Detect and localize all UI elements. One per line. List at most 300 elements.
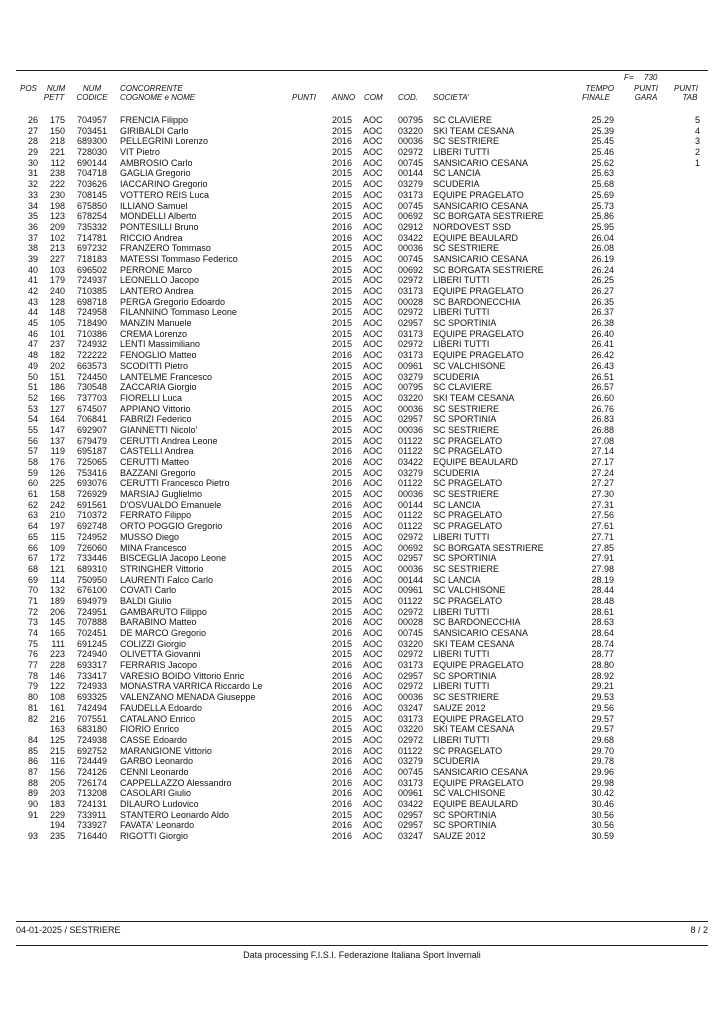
col-num-pett-2: PETT [43,93,65,102]
col-tempo-2: FINALE [581,93,610,102]
table-row [0,158,724,169]
row-position: 91 [27,809,38,820]
results-table [0,115,724,842]
row-athlete-name: LANTELME Francesco [120,371,213,382]
table-row [0,585,724,596]
row-club-name: SKI TEAM CESANA [433,638,515,649]
row-club-code: 02957 [398,670,424,681]
row-committee: AOC [363,350,383,361]
row-athlete-name: MATESSI Tommaso Federico [120,253,238,264]
row-final-time: 28.74 [591,638,614,649]
table-row [0,543,724,554]
table-row [0,553,724,564]
header-top-rule [16,70,708,71]
row-position: 32 [27,179,38,190]
col-punti-gara-2: GARA [634,93,658,102]
row-birth-year: 2015 [332,414,353,425]
row-athlete-code: 692752 [77,745,108,756]
row-birth-year: 2015 [332,713,353,724]
row-club-name: SAUZE 2012 [433,831,486,842]
row-final-time: 27.56 [591,510,614,521]
row-athlete-code: 693325 [77,692,108,703]
row-bib-number: 197 [49,521,65,532]
row-birth-year: 2015 [332,286,353,296]
row-committee: AOC [363,275,383,286]
row-athlete-name: LANTERO Andrea [120,286,194,296]
row-birth-year: 2015 [332,243,353,254]
table-row [0,746,724,757]
col-cod: COD. [398,93,418,102]
row-position: 76 [27,649,38,660]
row-athlete-name: CERUTTI Matteo [120,457,190,467]
row-athlete-name: VOTTERO REIS Luca [120,189,210,200]
row-birth-year: 2016 [332,670,353,681]
row-club-code: 00036 [398,489,424,500]
row-position: 27 [27,125,38,136]
row-athlete-name: CERUTTI Francesco Pietro [120,478,230,489]
row-athlete-code: 726174 [77,777,108,788]
row-position: 75 [27,638,38,649]
row-committee: AOC [363,446,383,457]
row-bib-number: 176 [49,457,65,467]
row-bib-number: 147 [49,424,65,435]
row-position: 54 [27,414,38,425]
row-club-name: SC SESTRIERE [433,489,500,500]
row-athlete-name: ZACCARIA Giorgio [120,382,197,393]
table-row [0,735,724,746]
row-position: 29 [27,147,38,158]
row-birth-year: 2016 [332,831,353,842]
table-row [0,436,724,447]
row-club-code: 00745 [398,200,424,211]
row-position: 57 [27,446,38,457]
row-athlete-name: SCODITTI Pietro [120,360,189,371]
row-bib-number: 121 [49,563,65,574]
row-final-time: 26.37 [591,307,614,318]
row-table-points: 5 [694,115,700,125]
row-club-code: 03422 [398,457,424,467]
table-row [0,500,724,511]
row-committee: AOC [363,670,383,681]
row-club-name: SANSICARIO CESANA [433,253,529,264]
row-athlete-name: IACCARINO Gregorio [120,179,208,190]
row-club-code: 02972 [398,681,424,692]
row-club-name: EQUIPE PRAGELATO [433,777,524,788]
row-table-points: 4 [694,125,700,136]
row-club-name: SC PRAGELATO [433,521,503,532]
row-bib-number: 230 [49,189,65,200]
row-committee: AOC [363,820,383,831]
row-bib-number: 210 [49,510,65,521]
row-position: 38 [27,243,38,254]
row-athlete-name: ORTO POGGIO Gregorio [120,521,223,532]
row-athlete-name: GIRIBALDI Carlo [120,125,189,136]
row-final-time: 26.60 [591,392,614,403]
row-committee: AOC [363,467,383,478]
row-committee: AOC [363,724,383,735]
row-birth-year: 2015 [332,371,353,382]
row-committee: AOC [363,318,383,329]
row-athlete-name: CENNI Leonardo [120,766,189,777]
table-row [0,414,724,425]
row-athlete-name: AMBROSIO Carlo [120,157,193,168]
row-athlete-code: 708145 [77,189,108,200]
table-row [0,382,724,393]
row-club-name: SC PRAGELATO [433,595,503,606]
row-athlete-code: 750950 [77,574,108,585]
row-position: 80 [27,692,38,703]
row-committee: AOC [363,200,383,211]
row-club-code: 03279 [398,179,424,190]
row-committee: AOC [363,424,383,435]
row-bib-number: 145 [49,617,65,628]
footer-top-rule [16,921,708,922]
row-final-time: 25.73 [591,200,614,211]
row-club-code: 00692 [398,264,424,275]
row-club-code: 02972 [398,275,424,286]
col-num-cod-2: CODICE [76,93,108,102]
row-bib-number: 158 [49,489,65,500]
row-position: 88 [27,777,38,788]
row-club-name: SC SPORTINIA [433,670,497,681]
row-birth-year: 2015 [332,115,353,125]
row-club-name: EQUIPE PRAGELATO [433,713,524,724]
row-club-name: SC SPORTINIA [433,553,497,564]
row-final-time: 28.63 [591,617,614,628]
row-athlete-code: 694979 [77,595,108,606]
table-row [0,788,724,799]
row-birth-year: 2015 [332,328,353,339]
row-bib-number: 166 [49,392,65,403]
row-committee: AOC [363,414,383,425]
row-final-time: 26.08 [591,243,614,254]
row-athlete-name: FENOGLIO Matteo [120,350,197,361]
row-birth-year: 2015 [332,585,353,596]
row-committee: AOC [363,521,383,532]
row-committee: AOC [363,243,383,254]
row-bib-number: 218 [49,136,65,147]
row-athlete-name: PERGA Gregorio Edoardo [120,296,226,307]
row-final-time: 27.27 [591,478,614,489]
row-club-code: 00036 [398,692,424,703]
row-club-name: NORDOVEST SSD [433,221,511,232]
row-position: 55 [27,424,38,435]
row-committee: AOC [363,392,383,403]
row-final-time: 27.31 [591,499,614,510]
table-row [0,201,724,212]
row-position: 82 [27,713,38,724]
row-club-code: 00144 [398,574,424,585]
row-club-name: SCUDERIA [433,756,480,767]
table-row [0,810,724,821]
row-athlete-code: 724126 [77,766,108,777]
row-final-time: 25.95 [591,221,614,232]
row-club-name: SC SPORTINIA [433,414,497,425]
row-athlete-code: 728030 [77,147,108,158]
row-athlete-code: 726060 [77,542,108,553]
row-club-name: SC LANCIA [433,574,481,585]
table-row [0,607,724,618]
row-committee: AOC [363,702,383,713]
row-bib-number: 108 [49,692,65,703]
row-club-name: SC VALCHISONE [433,585,506,596]
row-athlete-name: COLIZZI Giorgio [120,638,187,649]
row-bib-number: 112 [50,157,65,168]
row-birth-year: 2015 [332,809,353,820]
row-birth-year: 2015 [332,638,353,649]
row-bib-number: 242 [49,499,65,510]
table-row [0,660,724,671]
row-athlete-name: VIT Pietro [120,147,160,158]
row-final-time: 29.98 [591,777,614,788]
row-bib-number: 205 [49,777,65,788]
row-position: 59 [27,467,38,478]
row-position: 58 [27,457,38,467]
row-final-time: 26.04 [591,232,614,243]
row-committee: AOC [363,168,383,179]
row-club-name: SC BORGATA SESTRIERE [433,264,544,275]
row-final-time: 28.19 [591,574,614,585]
row-club-code: 02972 [398,531,424,542]
row-birth-year: 2015 [332,467,353,478]
row-birth-year: 2016 [332,232,353,243]
row-committee: AOC [363,617,383,628]
row-club-name: SANSICARIO CESANA [433,628,529,638]
row-club-name: SC VALCHISONE [433,788,506,799]
row-athlete-name: CATALANO Enrico [120,713,196,724]
row-athlete-name: CASOLARI Giulio [120,788,192,799]
row-committee: AOC [363,339,383,350]
row-athlete-name: VARESIO BOIDO Vittorio Enric [120,670,245,681]
row-club-code: 03173 [398,286,424,296]
row-club-name: EQUIPE PRAGELATO [433,350,524,361]
row-position: 30 [27,157,38,168]
row-committee: AOC [363,435,383,446]
row-position: 33 [27,189,38,200]
row-club-code: 02972 [398,734,424,745]
col-punti-tab-1: PUNTI [674,84,698,93]
row-position: 71 [27,595,38,606]
row-final-time: 26.35 [591,296,614,307]
table-row [0,136,724,147]
row-club-code: 02972 [398,147,424,158]
row-club-name: LIBERI TUTTI [433,339,490,350]
row-club-code: 01122 [398,435,423,446]
col-tempo-1: TEMPO [585,84,614,93]
row-position: 26 [27,115,38,125]
row-position: 28 [27,136,38,147]
row-club-code: 00795 [398,382,424,393]
row-committee: AOC [363,788,383,799]
table-row [0,350,724,361]
row-club-name: LIBERI TUTTI [433,649,490,660]
row-athlete-code: 710372 [77,510,108,521]
row-bib-number: 172 [49,553,65,564]
row-bib-number: 194 [49,820,65,831]
row-club-name: SC PRAGELATO [433,745,503,756]
row-final-time: 26.42 [591,350,614,361]
table-row [0,756,724,767]
row-position: 74 [27,628,38,638]
col-num-cod-1: NUM [82,84,102,93]
row-athlete-name: LAURENTI Falco Carlo [120,574,214,585]
row-birth-year: 2015 [332,392,353,403]
row-final-time: 30.42 [591,788,614,799]
row-club-code: 03173 [398,350,424,361]
row-position: 87 [27,766,38,777]
row-bib-number: 103 [49,264,65,275]
row-final-time: 25.29 [591,115,614,125]
row-birth-year: 2015 [332,489,353,500]
row-bib-number: 221 [49,147,65,158]
row-athlete-code: 663573 [77,360,108,371]
table-row [0,457,724,468]
row-final-time: 27.61 [591,521,614,532]
row-athlete-name: MARSIAJ Guglielmo [120,489,203,500]
row-athlete-code: 689310 [77,563,108,574]
row-club-code: 00961 [398,585,424,596]
row-position: 67 [27,553,38,564]
row-final-time: 28.61 [591,606,614,617]
row-position: 44 [27,307,38,318]
row-athlete-code: 679479 [77,435,108,446]
row-committee: AOC [363,286,383,296]
row-birth-year: 2016 [332,777,353,788]
row-position: 89 [27,788,38,799]
row-position: 79 [27,681,38,692]
row-bib-number: 227 [49,253,65,264]
row-final-time: 26.76 [591,403,614,414]
row-athlete-code: 735332 [77,221,108,232]
row-position: 66 [27,542,38,553]
row-committee: AOC [363,756,383,767]
row-committee: AOC [363,595,383,606]
row-final-time: 26.27 [591,286,614,296]
row-birth-year: 2015 [332,724,353,735]
row-club-code: 00745 [398,628,424,638]
table-row [0,297,724,308]
row-position: 40 [27,264,38,275]
table-row [0,222,724,233]
row-final-time: 25.69 [591,189,614,200]
table-row [0,425,724,436]
row-position: 62 [27,499,38,510]
row-club-code: 03173 [398,189,424,200]
table-row [0,168,724,179]
footer-page-number: 8 / 2 [690,925,708,935]
row-position: 84 [27,734,38,745]
row-final-time: 28.64 [591,628,614,638]
row-club-name: SC LANCIA [433,499,481,510]
row-position: 68 [27,563,38,574]
row-bib-number: 179 [49,275,65,286]
footer-bottom-rule [16,945,708,946]
row-athlete-name: CAPPELLAZZO Alessandro [120,777,232,788]
row-committee: AOC [363,157,383,168]
row-final-time: 25.86 [591,211,614,222]
row-athlete-name: MONDELLI Alberto [120,211,197,222]
row-club-code: 00745 [398,253,424,264]
row-bib-number: 132 [49,585,65,596]
row-bib-number: 202 [49,360,65,371]
row-birth-year: 2016 [332,574,353,585]
row-birth-year: 2015 [332,179,353,190]
row-table-points: 2 [694,147,700,158]
row-birth-year: 2015 [332,510,353,521]
row-athlete-name: FERRATO Filippo [120,510,192,521]
row-athlete-code: 691245 [77,638,108,649]
row-birth-year: 2016 [332,446,353,457]
row-position: 49 [27,360,38,371]
table-row [0,767,724,778]
row-bib-number: 126 [49,467,65,478]
row-club-code: 01122 [398,510,423,521]
row-club-code: 01122 [398,478,423,489]
row-committee: AOC [363,136,383,147]
row-bib-number: 105 [49,318,65,329]
col-anno: ANNO [332,93,356,102]
row-club-name: SC LANCIA [433,168,481,179]
table-row [0,649,724,660]
row-position: 64 [27,521,38,532]
row-birth-year: 2015 [332,424,353,435]
row-birth-year: 2016 [332,745,353,756]
row-club-code: 00961 [398,788,424,799]
row-club-name: SANSICARIO CESANA [433,766,529,777]
row-athlete-code: 692907 [77,424,108,435]
row-bib-number: 216 [49,713,65,724]
row-athlete-code: 707551 [77,713,108,724]
row-athlete-code: 733927 [77,820,108,831]
row-club-code: 00795 [398,115,424,125]
row-athlete-code: 724952 [77,531,108,542]
row-position: 65 [27,531,38,542]
row-athlete-code: 698718 [77,296,108,307]
row-final-time: 25.62 [591,157,614,168]
row-bib-number: 225 [49,478,65,489]
row-position: 81 [27,702,38,713]
row-birth-year: 2016 [332,478,353,489]
row-athlete-code: 710385 [77,286,108,296]
row-birth-year: 2016 [332,136,353,147]
row-athlete-code: 693317 [77,660,108,671]
row-athlete-code: 722222 [77,350,108,361]
row-birth-year: 2016 [332,766,353,777]
row-club-code: 03173 [398,777,424,788]
row-athlete-code: 689300 [77,136,108,147]
row-final-time: 26.24 [591,264,614,275]
table-row [0,575,724,586]
row-athlete-code: 676100 [77,585,108,596]
row-committee: AOC [363,713,383,724]
row-position: 50 [27,371,38,382]
row-committee: AOC [363,809,383,820]
row-club-code: 03173 [398,660,424,671]
row-athlete-name: FILANNINO Tommaso Leone [120,307,237,318]
row-final-time: 27.85 [591,542,614,553]
row-table-points: 1 [694,157,700,168]
row-bib-number: 161 [49,702,65,713]
row-club-name: SC PRAGELATO [433,510,503,521]
row-committee: AOC [363,307,383,318]
row-position: 51 [27,382,38,393]
row-athlete-name: D'OSVUALDO Emanuele [120,499,222,510]
row-athlete-name: BAZZANI Gregorio [120,467,196,478]
row-birth-year: 2015 [332,339,353,350]
row-final-time: 27.08 [591,435,614,446]
row-committee: AOC [363,563,383,574]
row-bib-number: 183 [49,799,65,809]
